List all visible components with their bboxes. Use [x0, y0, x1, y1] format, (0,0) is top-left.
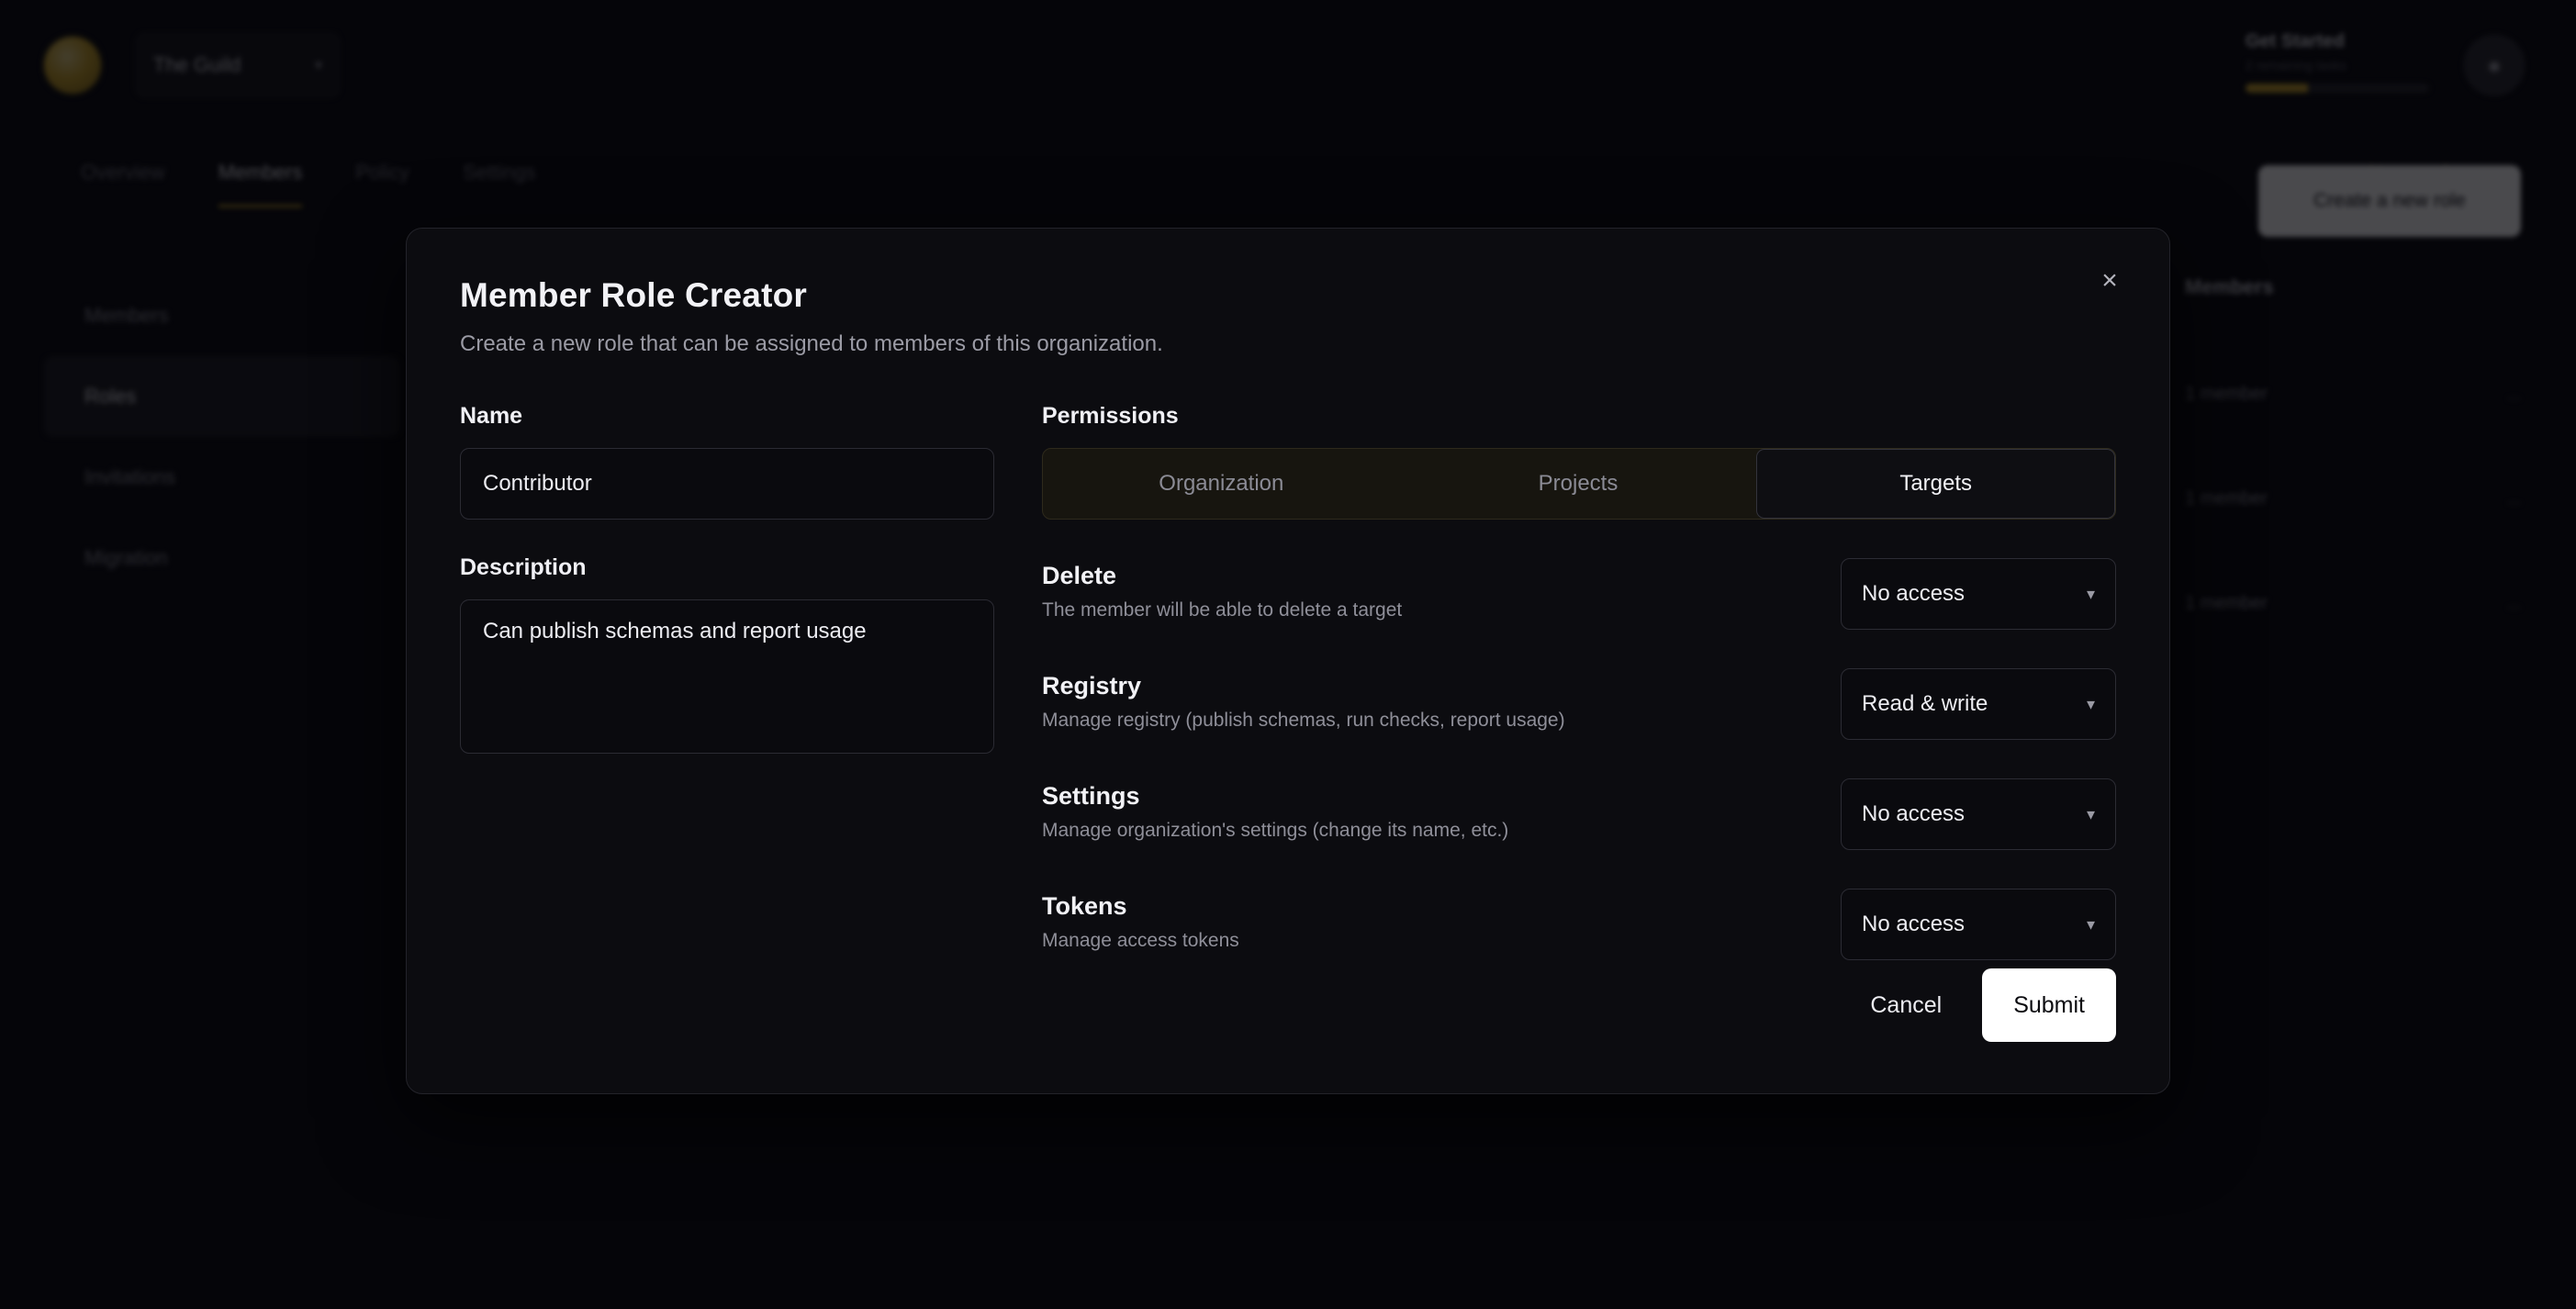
- member-role-creator-dialog: [406, 228, 2170, 1094]
- select-value: No access: [1862, 801, 1966, 826]
- settings-access-select[interactable]: [1841, 778, 2116, 850]
- permission-title: Registry: [1042, 672, 1142, 699]
- close-icon[interactable]: ×: [2089, 260, 2131, 302]
- permissions-column: [1042, 403, 2116, 960]
- chevron-down-icon: ▾: [2086, 694, 2095, 713]
- role-details-column: [460, 403, 994, 960]
- delete-access-select[interactable]: [1841, 558, 2116, 630]
- permission-description: Manage access tokens: [1042, 930, 1239, 951]
- permissions-scope-tabs: [1042, 448, 2116, 520]
- name-label: Name: [460, 403, 523, 429]
- permission-row-delete: [1042, 558, 2116, 630]
- description-input[interactable]: [460, 599, 994, 754]
- chevron-down-icon: ▾: [2086, 584, 2095, 603]
- submit-button[interactable]: Submit: [1982, 968, 2116, 1042]
- dialog-body: [460, 403, 2116, 960]
- chevron-down-icon: ▾: [2086, 804, 2095, 823]
- select-value: No access: [1862, 581, 1966, 606]
- description-label: Description: [460, 554, 587, 580]
- tab-targets[interactable]: Targets: [1756, 449, 2115, 519]
- permission-description: Manage registry (publish schemas, run checks, report usage): [1042, 710, 1565, 731]
- tab-organization[interactable]: Organization: [1159, 471, 1284, 496]
- permission-title: Delete: [1042, 562, 1117, 589]
- select-value: No access: [1862, 912, 1966, 936]
- dialog-subtitle: Create a new role that can be assigned to members of this organization.: [460, 331, 1163, 356]
- cancel-button[interactable]: Cancel: [1861, 976, 1951, 1035]
- permission-description: Manage organization's settings (change its name, etc.): [1042, 820, 1509, 841]
- name-input[interactable]: [460, 448, 994, 520]
- dialog-title: Member Role Creator: [460, 276, 808, 314]
- registry-access-select[interactable]: [1841, 668, 2116, 740]
- permission-title: Settings: [1042, 782, 1140, 810]
- tokens-access-select[interactable]: [1841, 889, 2116, 960]
- chevron-down-icon: ▾: [2086, 914, 2095, 934]
- permission-row-settings: [1042, 778, 2116, 850]
- permission-title: Tokens: [1042, 892, 1127, 920]
- permissions-label: Permissions: [1042, 403, 1179, 429]
- permission-description: The member will be able to delete a target: [1042, 599, 1403, 621]
- permission-row-tokens: [1042, 889, 2116, 960]
- dialog-actions: [1861, 968, 2116, 1042]
- select-value: Read & write: [1862, 691, 1988, 716]
- tab-projects[interactable]: Projects: [1538, 471, 1618, 496]
- permission-row-registry: [1042, 668, 2116, 740]
